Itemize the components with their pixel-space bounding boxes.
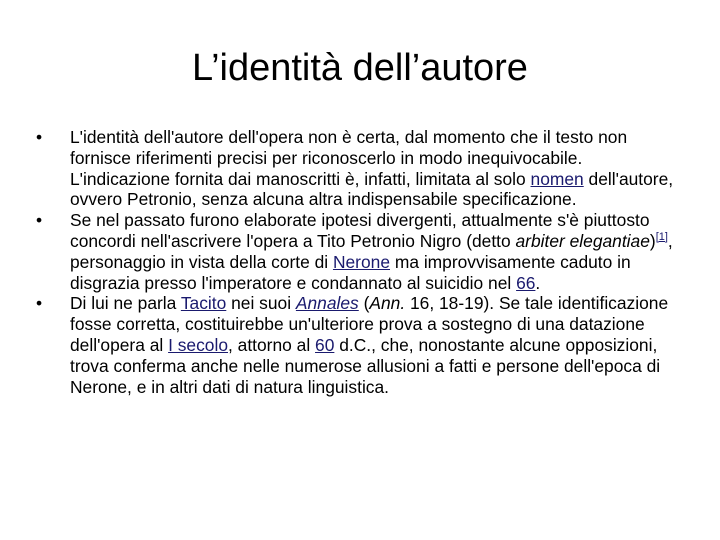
bullet-dot-icon: • (36, 210, 43, 231)
link-nerone[interactable]: Nerone (332, 251, 390, 272)
bullet-dot-icon: • (36, 127, 43, 147)
bullet3-text-3: ( (358, 293, 370, 314)
bullet3-text-4: 16, 18-19). Se tale identificazione fosse corretta, costituirebbe un'ulteriore prova a sostegno di una datazione dell'opera al (70, 293, 669, 355)
link-60[interactable]: 60 (315, 334, 335, 355)
bullet3-text-5: , attorno al (228, 334, 316, 355)
bullet3-italic-ann: Ann. (369, 293, 406, 314)
bullet2-italic-arbiter: arbiter elegantiae (515, 230, 650, 251)
bullet2-text-1: Se nel passato furono elaborate ipotesi divergenti, attualmente s'è piuttosto concordi nell'ascrivere l'opera a Tito Petronio Nigro (detto (70, 210, 650, 251)
bullet1-text-2: dell'autore, ovvero Petronio, senza alcuna altra indispensabile specificazione. (70, 168, 674, 210)
bullet2-text-4: ma improvvisamente caduto in disgrazia presso l'imperatore e condannato al suicidio nel (70, 251, 631, 293)
bullet2-text-2: ) (649, 230, 656, 251)
link-i-secolo[interactable]: I secolo (168, 334, 229, 355)
bullet-dot-icon: • (36, 293, 43, 314)
link-tacito[interactable]: Tacito (180, 293, 227, 314)
slide-title: L’identità dell’autore (192, 47, 528, 89)
bullet2-text-3: , personaggio in vista della corte di (70, 230, 673, 272)
bullet-item-3 (36, 293, 686, 397)
link-nomen[interactable]: nomen (530, 168, 584, 189)
bullet2-text-5: . (535, 272, 541, 293)
bullet3-text-1: Di lui ne parla (70, 293, 181, 314)
bullet-list (36, 127, 686, 397)
link-annales[interactable]: Annales (295, 293, 359, 314)
link-66[interactable]: 66 (516, 272, 536, 293)
bullet3-text-6: d.C., che, nonostante alcune opposizioni, trova conferma anche nelle numerose allusioni a fatti e persone dell'epoca di Nerone, e in altri dati di natura linguistica. (70, 334, 661, 397)
bullet1-text-1: L'identità dell'autore dell'opera non è certa, dal momento che il testo non fornisce riferimenti precisi per riconoscerlo in modo inequivocabile. L'indicazione fornita dai manoscritti è, infatti, limitata al solo (70, 127, 628, 189)
bullet-item-1 (36, 127, 686, 210)
bullet3-text-2: nei suoi (226, 293, 296, 314)
bullet-item-2 (36, 210, 686, 293)
footnote-link-1[interactable]: [1] (655, 231, 668, 244)
